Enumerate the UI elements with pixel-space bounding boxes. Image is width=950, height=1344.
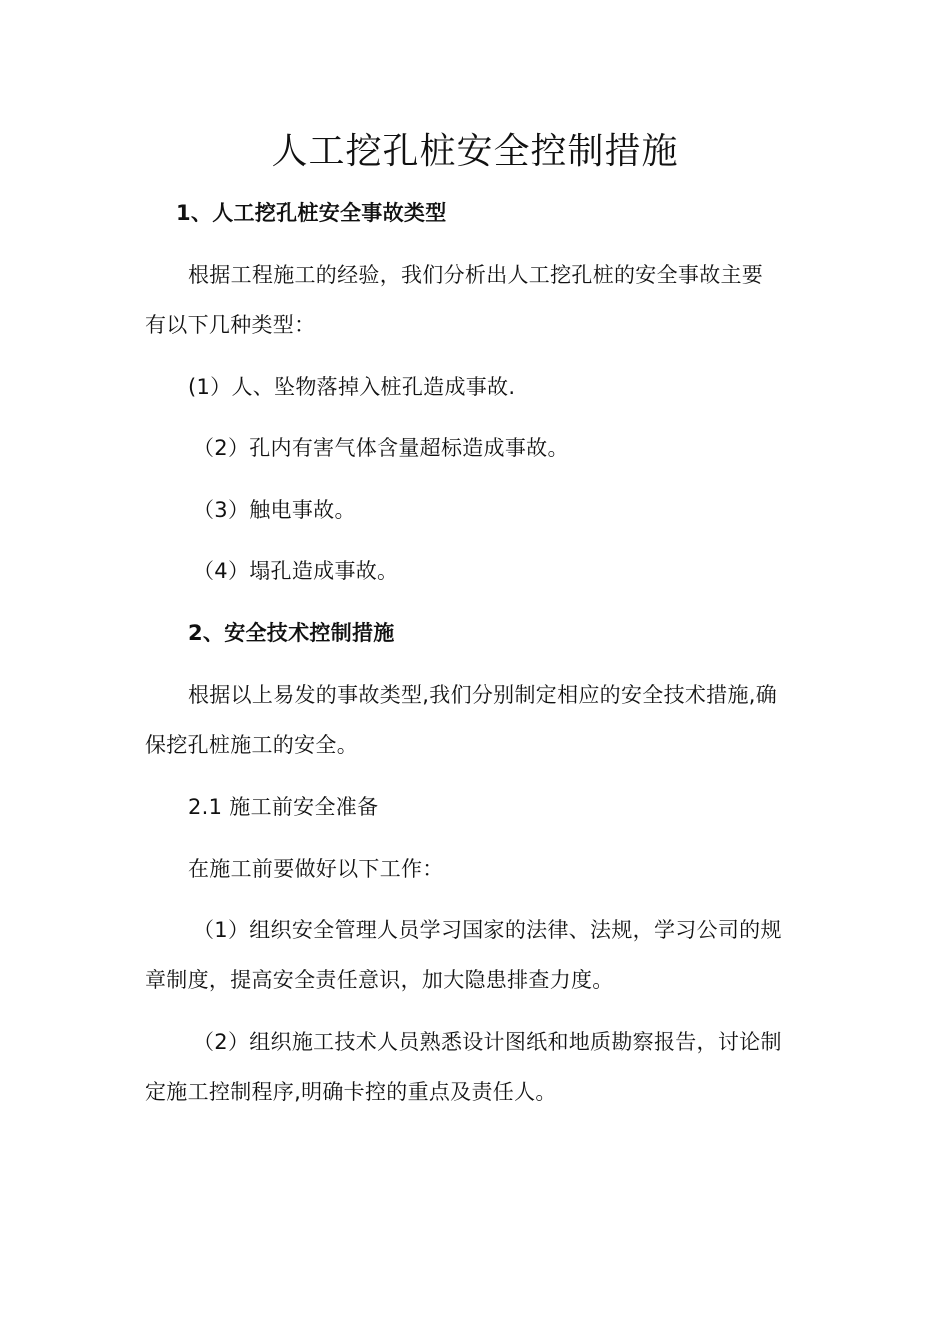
accident-type-1: (1）人、坠物落掉入桩孔造成事故. <box>188 375 516 399</box>
accident-type-4: （4）塌孔造成事故。 <box>193 559 399 583</box>
accident-type-2: （2）孔内有害气体含量超标造成事故。 <box>193 436 569 460</box>
intro-paragraph-line-1: 根据工程施工的经验，我们分析出人工挖孔桩的安全事故主要 <box>188 263 764 287</box>
preparation-intro: 在施工前要做好以下工作： <box>188 857 444 881</box>
document-title: 人工挖孔桩安全控制措施 <box>271 131 679 172</box>
section-2-paragraph-line-1: 根据以上易发的事故类型,我们分别制定相应的安全技术措施,确 <box>188 683 778 707</box>
section-2-paragraph-line-2: 保挖孔桩施工的安全。 <box>145 733 358 757</box>
preparation-item-2-line-2: 定施工控制程序,明确卡控的重点及责任人。 <box>145 1080 557 1104</box>
preparation-item-2-line-1: （2）组织施工技术人员熟悉设计图纸和地质勘察报告，讨论制 <box>193 1030 782 1054</box>
section-1-heading: 1、人工挖孔桩安全事故类型 <box>176 201 447 225</box>
intro-paragraph-line-2: 有以下几种类型： <box>145 313 316 337</box>
preparation-item-1-line-2: 章制度，提高安全责任意识，加大隐患排查力度。 <box>145 968 614 992</box>
section-2-heading: 2、安全技术控制措施 <box>188 621 395 645</box>
subsection-2-1-heading: 2.1 施工前安全准备 <box>188 795 379 819</box>
accident-type-3: （3）触电事故。 <box>193 498 356 522</box>
preparation-item-1-line-1: （1）组织安全管理人员学习国家的法律、法规，学习公司的规 <box>193 918 782 942</box>
